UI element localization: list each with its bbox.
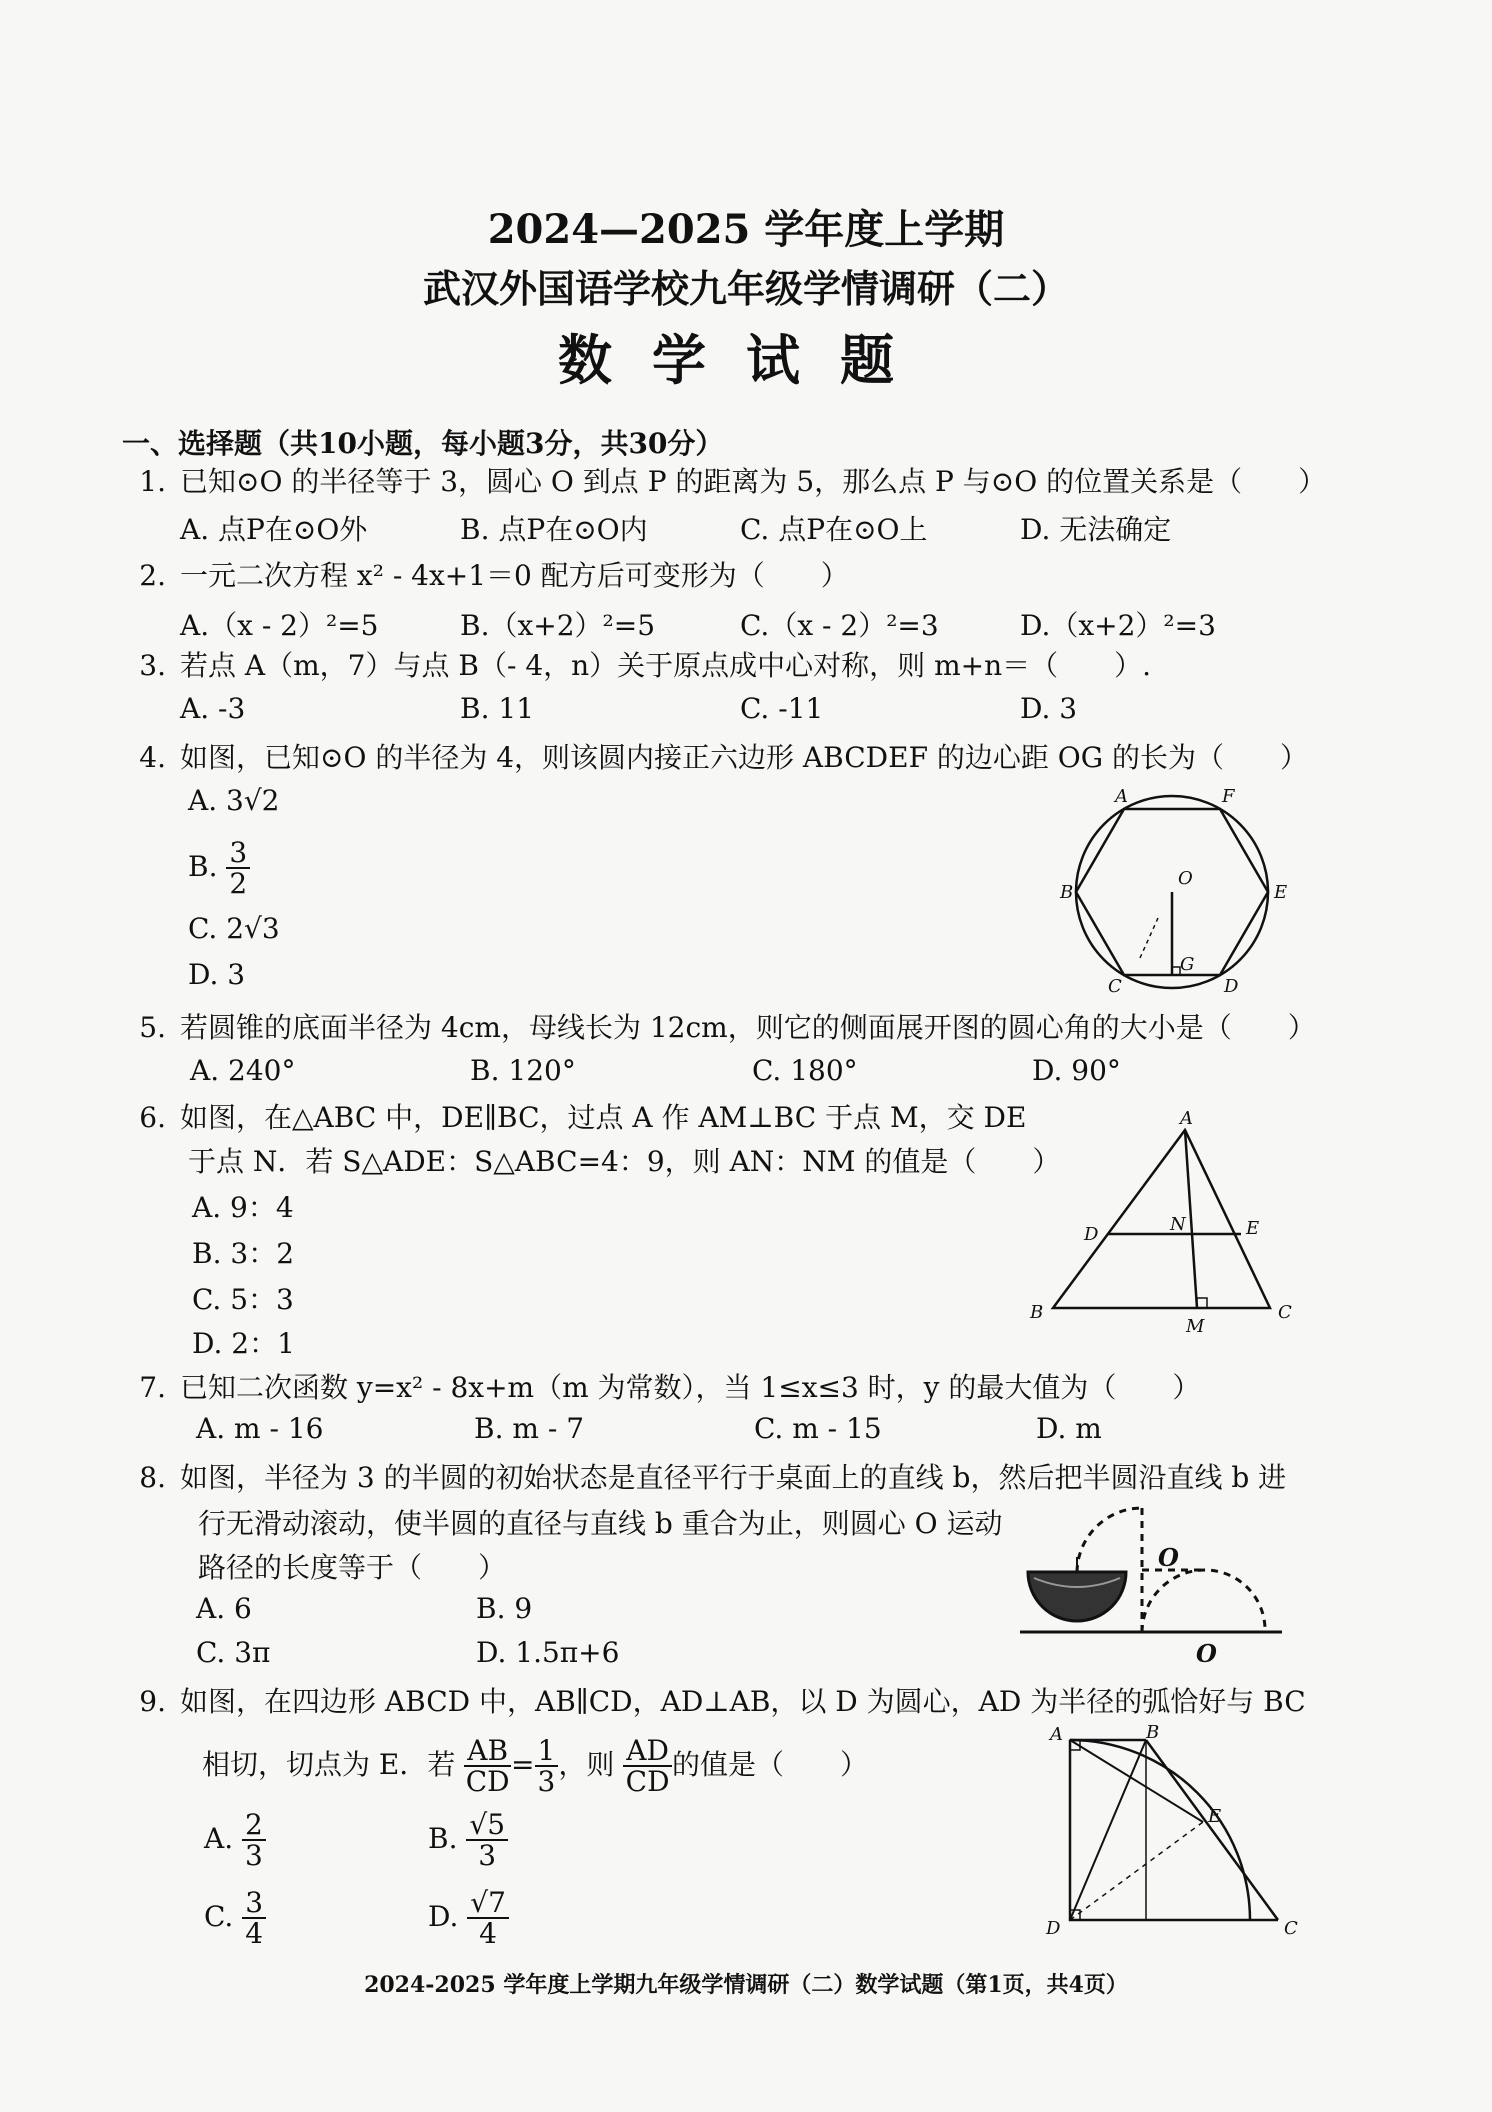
option-c: C. 点P在⊙O上 [740, 513, 928, 546]
option-b [428, 1810, 508, 1871]
option-d: D. 2：1 [192, 1327, 295, 1360]
label-e: E [1208, 1806, 1222, 1827]
question-9-line-2: 相切，切点为 E．若 $\frac{AB}{CD}$ = $\frac{1}{3}$ ，则 $\frac{AD}{CD}$ 的值是（ ） [202, 1734, 868, 1799]
label-e: E [1246, 1218, 1260, 1239]
question-text: 若点 A（m，7）与点 B（- 4，n）关于原点成中心对称，则 m+n＝（ ）. [180, 649, 1152, 682]
fraction [242, 1810, 266, 1871]
label-d: D [1046, 1918, 1061, 1939]
option-d: D.（x+2）²=3 [1020, 609, 1216, 642]
arc-path-2 [1142, 1570, 1265, 1632]
option-b: B. m - 7 [474, 1412, 585, 1445]
question-text: 如图，已知⊙O 的半径为 4，则该圆内接正六边形 ABCDEF 的边心距 OG 的长为（ ） [180, 741, 1309, 774]
option-d [428, 1888, 509, 1949]
option-label: A. [204, 1821, 234, 1855]
question-text: 已知⊙O 的半径等于 3，圆心 O 到点 P 的距离为 5，那么点 P 与⊙O 的位置关系是（ ） [180, 465, 1327, 498]
option-c: C. 5：3 [192, 1283, 294, 1316]
fraction-one-third [535, 1736, 559, 1797]
question-8-line-3: 路径的长度等于（ ） [198, 1551, 507, 1584]
exam-year-title: 2024—2025 学年度上学期 [487, 206, 1005, 253]
question-number: 9. [139, 1685, 166, 1718]
option-b: B. 3：2 [192, 1237, 295, 1270]
fraction-denominator: 2 [229, 867, 248, 901]
fraction-numerator: 3 [242, 1888, 266, 1919]
label-n: N [1170, 1214, 1186, 1235]
option-c: C. 3π [196, 1636, 271, 1669]
option-b: B. 9 [476, 1592, 533, 1625]
fraction-numerator: AD [623, 1736, 672, 1767]
fraction-denominator: CD [465, 1765, 510, 1799]
option-a [204, 1810, 266, 1871]
question-number: 3. [139, 649, 166, 682]
segment-am [1185, 1130, 1197, 1308]
text-segment: 的值是（ ） [671, 1747, 868, 1781]
fraction-denominator: 3 [478, 1839, 497, 1873]
option-a: A. -3 [180, 692, 246, 725]
option-label: B. [428, 1821, 458, 1855]
fraction [466, 1810, 508, 1871]
option-c: C. 180° [752, 1054, 858, 1087]
option-d: D. 3 [188, 958, 246, 991]
label-c: C [1284, 1918, 1298, 1939]
label-d: D [1084, 1224, 1099, 1245]
option-d: D. 3 [1020, 692, 1078, 725]
label-e: E [1274, 882, 1288, 903]
label-b: B [1146, 1722, 1160, 1743]
option-d: D. m [1036, 1412, 1102, 1445]
triangle-abc [1053, 1130, 1270, 1308]
question-number: 7. [139, 1371, 166, 1404]
option-d: D. 无法确定 [1020, 513, 1172, 546]
fraction-denominator: 3 [245, 1839, 263, 1873]
exam-school-title: 武汉外国语学校九年级学情调研（二） [422, 266, 1069, 311]
fraction-denominator: 3 [537, 1765, 556, 1799]
option-b: B.（x+2）²=5 [460, 609, 656, 642]
fraction [467, 1888, 509, 1949]
question-8-line-2: 行无滑动滚动，使半圆的直径与直线 b 重合为止，则圆心 O 运动 [198, 1507, 1003, 1540]
fraction-denominator: 4 [479, 1917, 497, 1951]
fraction-numerator: AB [464, 1736, 511, 1767]
arc-path-1 [1077, 1508, 1142, 1572]
fraction [226, 838, 250, 899]
question-text: 如图，在四边形 ABCD 中，AB∥CD，AD⊥AB，以 D 为圆心，AD 为半径的弧恰好与 BC [180, 1685, 1306, 1718]
section-heading: 一、选择题（共10小题，每小题3分，共30分） [122, 427, 724, 460]
question-text: 如图，半径为 3 的半圆的初始状态是直径平行于桌面上的直线 b，然后把半圆沿直线 b 进 [180, 1461, 1287, 1494]
option-a: A. 9：4 [192, 1191, 294, 1224]
option-c: C. 2√3 [188, 912, 280, 945]
label-g: G [1180, 954, 1195, 975]
label-a: A [1050, 1724, 1063, 1745]
initial-semicircle [1028, 1572, 1126, 1621]
fraction-ad-cd [623, 1736, 672, 1797]
option-label: C. [204, 1899, 234, 1933]
label-a: A [1180, 1108, 1193, 1129]
label-d: D [1224, 976, 1239, 997]
fraction-numerator: 3 [226, 838, 250, 869]
label-c: C [1108, 976, 1122, 997]
label-o-lower: O [1196, 1639, 1217, 1668]
exam-subject-title: 数学试题 [558, 328, 934, 392]
option-b-label: B. [188, 849, 218, 883]
option-d: D. 1.5π+6 [476, 1636, 620, 1669]
option-a: A. 6 [196, 1592, 252, 1625]
question-text: 一元二次方程 x² - 4x+1＝0 配方后可变形为（ ） [180, 559, 849, 592]
option-a: A. 240° [190, 1054, 296, 1087]
fraction [242, 1888, 266, 1949]
question-text: 如图，在△ABC 中，DE∥BC，过点 A 作 AM⊥BC 于点 M，交 DE [180, 1101, 1027, 1134]
quadrilateral-figure [1040, 1722, 1310, 1950]
arc-ad [1070, 1740, 1250, 1920]
hexagon-figure [1060, 786, 1290, 996]
text-segment: 相切，切点为 E．若 [202, 1747, 456, 1781]
option-b [188, 838, 250, 899]
question-number: 8. [139, 1461, 166, 1494]
option-a: A. m - 16 [196, 1412, 324, 1445]
question-number: 4. [139, 741, 166, 774]
question-number: 1. [139, 465, 166, 498]
label-f: F [1222, 786, 1235, 807]
option-c [204, 1888, 266, 1949]
segment-db [1070, 1740, 1146, 1920]
label-b: B [1030, 1302, 1044, 1323]
option-c: C. -11 [740, 692, 824, 725]
question-text: 若圆锥的底面半径为 4cm，母线长为 12cm，则它的侧面展开图的圆心角的大小是（ ） [180, 1011, 1316, 1044]
option-label: D. [428, 1899, 459, 1933]
option-b: B. 120° [470, 1054, 576, 1087]
option-d: D. 90° [1032, 1054, 1121, 1087]
fraction-numerator: √5 [466, 1810, 508, 1841]
option-a: A.（x - 2）²=5 [180, 609, 379, 642]
option-a: A. 点P在⊙O外 [180, 513, 368, 546]
label-o-upper: O [1158, 1543, 1179, 1572]
label-b: B [1060, 882, 1074, 903]
fraction-ab-cd [464, 1736, 511, 1797]
fraction-numerator: 2 [242, 1810, 266, 1841]
fraction-numerator: 1 [535, 1736, 559, 1767]
text-segment: ，则 [558, 1747, 615, 1781]
right-angle-mark [1197, 1298, 1207, 1308]
option-b: B. 点P在⊙O内 [460, 513, 648, 546]
question-text: 已知二次函数 y=x² - 8x+m（m 为常数），当 1≤x≤3 时，y 的最大值为（ ） [180, 1371, 1201, 1404]
fraction-denominator: CD [625, 1765, 670, 1799]
label-o: O [1178, 868, 1193, 889]
question-number: 6. [139, 1101, 166, 1134]
page-footer: 2024-2025 学年度上学期九年级学情调研（二）数学试题（第1页，共4页） [364, 1972, 1128, 1998]
triangle-figure [1020, 1110, 1320, 1350]
option-c: C.（x - 2）²=3 [740, 609, 939, 642]
label-a: A [1115, 786, 1128, 807]
dashed-aux-line [1140, 918, 1158, 958]
question-6-line-2: 于点 N．若 S△ADE：S△ABC=4：9，则 AN：NM 的值是（ ） [188, 1145, 1061, 1178]
rolling-semicircle-figure [1020, 1500, 1320, 1670]
question-number: 5. [139, 1011, 166, 1044]
label-c: C [1278, 1302, 1292, 1323]
option-b: B. 11 [460, 692, 535, 725]
option-c: C. m - 15 [754, 1412, 882, 1445]
fraction-denominator: 4 [245, 1917, 264, 1951]
label-m: M [1186, 1316, 1205, 1337]
fraction-numerator: √7 [467, 1888, 509, 1919]
option-a: A. 3√2 [188, 784, 280, 817]
question-number: 2. [139, 559, 166, 592]
